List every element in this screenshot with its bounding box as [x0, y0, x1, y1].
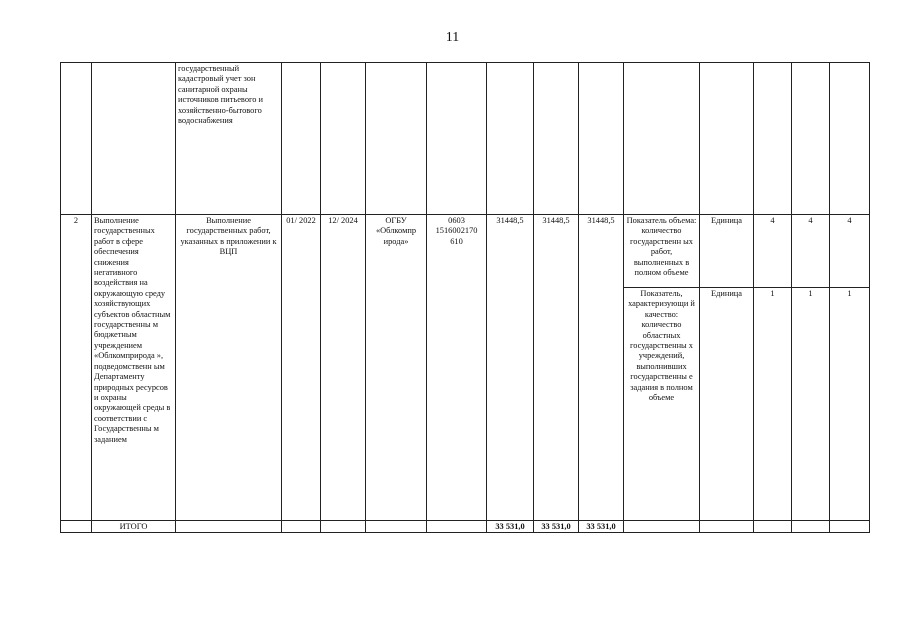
cell-empty [282, 63, 321, 215]
cell-empty [321, 63, 366, 215]
table-row-total [61, 521, 870, 533]
cell-row-number: 2 [61, 215, 92, 521]
cell-empty [624, 521, 700, 533]
cell-amount-2: 31448,5 [534, 215, 579, 521]
cell-indicator-value-1: 1 [754, 288, 792, 521]
cell-empty [792, 521, 830, 533]
cell-indicator-unit: Единица [700, 288, 754, 521]
cell-empty [579, 63, 624, 215]
cell-executor: ОГБУ «Облкомпр ирода» [366, 215, 427, 521]
table-row-2 [61, 215, 870, 288]
cell-indicator-name: Показатель объема: количество государственн ых работ, выполненных в полном объеме [624, 215, 700, 288]
cell-amount-1: 31448,5 [487, 215, 534, 521]
cell-empty [487, 63, 534, 215]
cell-empty [282, 521, 321, 533]
cell-indicator-unit: Единица [700, 215, 754, 288]
cell-empty [792, 63, 830, 215]
cell-empty [700, 63, 754, 215]
cell-activity-name: Выполнение государственных работ в сфере обеспечения снижения негативного воздействия на окружающую среду хозяйствующих субъектов областным государственны м бюджетным учреждением «Облкомприрода », подведомственн ым Департаменту природных ресурсов и охраны окружающей среды в соответствии с Государственны м заданием [92, 215, 176, 521]
cell-empty [534, 63, 579, 215]
cell-start-date: 01/ 2022 [282, 215, 321, 521]
cell-total-amount-3: 33 531,0 [579, 521, 624, 533]
cell-empty [176, 521, 282, 533]
cell-empty [61, 521, 92, 533]
cell-empty [427, 521, 487, 533]
cell-indicator-value-2: 1 [792, 288, 830, 521]
cell-total-amount-1: 33 531,0 [487, 521, 534, 533]
cell-indicator-name: Показатель, характеризующи й качество: количество областных государственны х учреждений, выполнивших государственны е задания в полном объеме [624, 288, 700, 521]
cell-empty [92, 63, 176, 215]
cell-indicator-value-1: 4 [754, 215, 792, 288]
cell-empty [321, 521, 366, 533]
cell-kbk: 0603 1516002170 610 [427, 215, 487, 521]
cell-empty [830, 63, 870, 215]
cell-empty [754, 63, 792, 215]
cell-description: Выполнение государственных работ, указанных в приложении к ВЦП [176, 215, 282, 521]
cell-total-amount-2: 33 531,0 [534, 521, 579, 533]
cell-empty [830, 521, 870, 533]
page-number: 11 [445, 30, 460, 45]
cell-indicator-value-2: 4 [792, 215, 830, 288]
cell-amount-3: 31448,5 [579, 215, 624, 521]
cell-empty [700, 521, 754, 533]
table-row-previous [61, 63, 870, 215]
cell-total-label: ИТОГО [92, 521, 176, 533]
cell-indicator-value-3: 4 [830, 215, 870, 288]
cell-indicator-value-3: 1 [830, 288, 870, 521]
cell-empty [366, 63, 427, 215]
cell-empty [754, 521, 792, 533]
program-table [60, 62, 870, 533]
cell-empty [624, 63, 700, 215]
cell-empty [366, 521, 427, 533]
cell-empty [61, 63, 92, 215]
cell-description: государственный кадастровый учет зон санитарной охраны источников питьевого и хозяйственно-бытового водоснабжения [176, 63, 282, 215]
cell-empty [427, 63, 487, 215]
cell-end-date: 12/ 2024 [321, 215, 366, 521]
